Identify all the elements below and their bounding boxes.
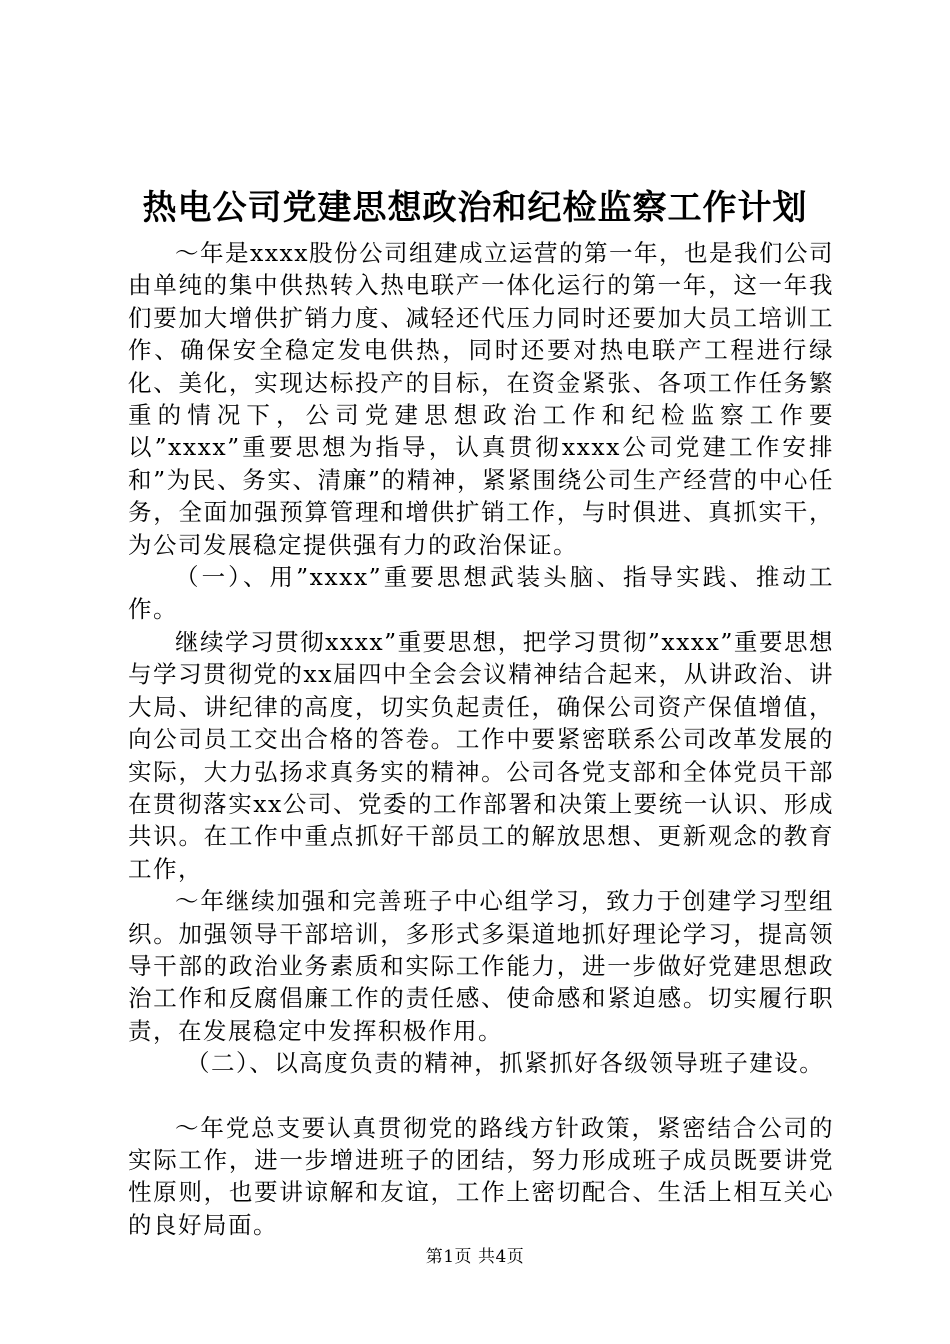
section-heading-1: （一）、用”xxxx”重要思想武装头脑、指导实践、推动工作。 <box>128 563 834 624</box>
document-title: 热电公司党建思想政治和纪检监察工作计划 <box>142 188 808 228</box>
paragraph-intro: ～年是xxxx股份公司组建成立运营的第一年，也是我们公司由单纯的集中供热转入热电联产一体化运行的第一年，这一年我们要加大增供扩销力度、减轻还代压力同时还要加大员工培训工作、确保安全稳定发电供热，同时还要对热电联产工程进行绿化、美化，实现达标投产的目标，在资金紧张、各项工作任务繁重的情况下，公司党建思想政治工作和纪检监察工作要以”xxxx”重要思想为指导，认真贯彻xxxx公司党建工作安排和”为民、务实、清廉”的精神，紧紧围绕公司生产经营的中心任务，全面加强预算管理和增供扩销工作，与时俱进、真抓实干，为公司发展稳定提供强有力的政治保证。 <box>128 239 835 559</box>
paragraph-leadership: ～年党总支要认真贯彻党的路线方针政策，紧密结合公司的实际工作，进一步增进班子的团结，努力形成班子成员既要讲党性原则，也要讲谅解和友谊，工作上密切配合、生活上相互关心的良好局面。 <box>128 1113 834 1239</box>
document-body <box>128 237 834 1241</box>
blank-line <box>128 1080 834 1112</box>
paragraph-training: ～年继续加强和完善班子中心组学习，致力于创建学习型组织。加强领导干部培训，多形式多渠道地抓好理论学习，提高领导干部的政治业务素质和实际工作能力，进一步做好党建思想政治工作和反腐倡廉工作的责任感、使命感和紧迫感。切实履行职责，在发展稳定中发挥积极作用。 <box>128 887 834 1045</box>
page-footer: 第1页 共4页 <box>425 1247 525 1267</box>
paragraph-study: 继续学习贯彻xxxx”重要思想，把学习贯彻”xxxx”重要思想与学习贯彻党的xx届四中全会会议精神结合起来，从讲政治、讲大局、讲纪律的高度，切实负起责任，确保公司资产保值增值，向公司员工交出合格的答卷。工作中要紧密联系公司改革发展的实际，大力弘扬求真务实的精神。公司各党支部和全体党员干部在贯彻落实xx公司、党委的工作部署和决策上要统一认识、形成共识。在工作中重点抓好干部员工的解放思想、更新观念的教育工作， <box>128 627 834 883</box>
section-heading-2: （二）、以高度负责的精神，抓紧抓好各级领导班子建设。 <box>186 1049 825 1078</box>
